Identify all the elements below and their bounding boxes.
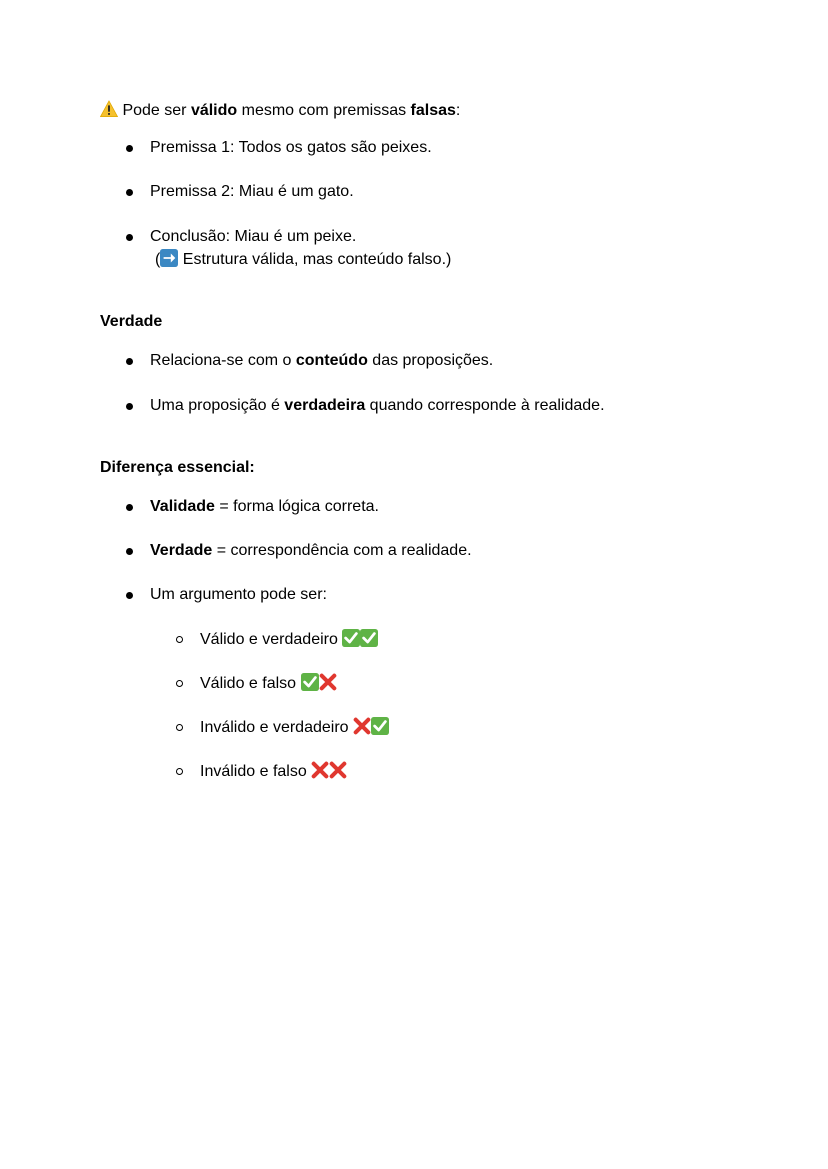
right-arrow-icon <box>160 249 178 267</box>
bullet-icon <box>126 592 133 599</box>
sub-list-item: Válido e falso <box>200 673 337 694</box>
sub-list-item: Válido e verdadeiro <box>200 629 378 650</box>
warning-icon <box>100 100 118 118</box>
check-mark-icon <box>371 717 389 735</box>
status-icons <box>311 763 347 780</box>
hollow-bullet-icon <box>176 724 183 731</box>
bullet-icon <box>126 548 133 555</box>
list-item: Premissa 2: Miau é um gato. <box>150 182 354 202</box>
bullet-icon <box>126 234 133 241</box>
list-item: Uma proposição é verdadeira quando corresponde à realidade. <box>150 396 605 416</box>
list-item: Verdade = correspondência com a realidade. <box>150 541 472 561</box>
hollow-bullet-icon <box>176 680 183 687</box>
check-mark-icon <box>342 629 360 647</box>
status-icons <box>353 719 389 736</box>
cross-mark-icon <box>319 673 337 691</box>
bullet-icon <box>126 504 133 511</box>
cross-mark-icon <box>353 717 371 735</box>
list-item: Um argumento pode ser: <box>150 585 327 605</box>
bullet-icon <box>126 189 133 196</box>
bullet-icon <box>126 403 133 410</box>
hollow-bullet-icon <box>176 768 183 775</box>
status-icons <box>301 675 337 692</box>
bullet-icon <box>126 358 133 365</box>
check-mark-icon <box>360 629 378 647</box>
list-item: Conclusão: Miau é um peixe. <box>150 227 356 247</box>
list-item: Relaciona-se com o conteúdo das proposições. <box>150 351 493 371</box>
sub-list-item: Inválido e verdadeiro <box>200 717 389 738</box>
check-mark-icon <box>301 673 319 691</box>
cross-mark-icon <box>311 761 329 779</box>
cross-mark-icon <box>329 761 347 779</box>
list-item: Premissa 1: Todos os gatos são peixes. <box>150 138 432 158</box>
sub-list-item: Inválido e falso <box>200 761 347 782</box>
section-heading-verdade: Verdade <box>100 313 163 330</box>
bullet-icon <box>126 145 133 152</box>
hollow-bullet-icon <box>176 636 183 643</box>
status-icons <box>342 631 378 648</box>
intro-line: Pode ser válido mesmo com premissas falsas: <box>100 100 460 121</box>
section-heading-diferenca: Diferença essencial: <box>100 459 255 476</box>
example-note: ( Estrutura válida, mas conteúdo falso.) <box>155 251 452 268</box>
list-item: Validade = forma lógica correta. <box>150 497 379 517</box>
